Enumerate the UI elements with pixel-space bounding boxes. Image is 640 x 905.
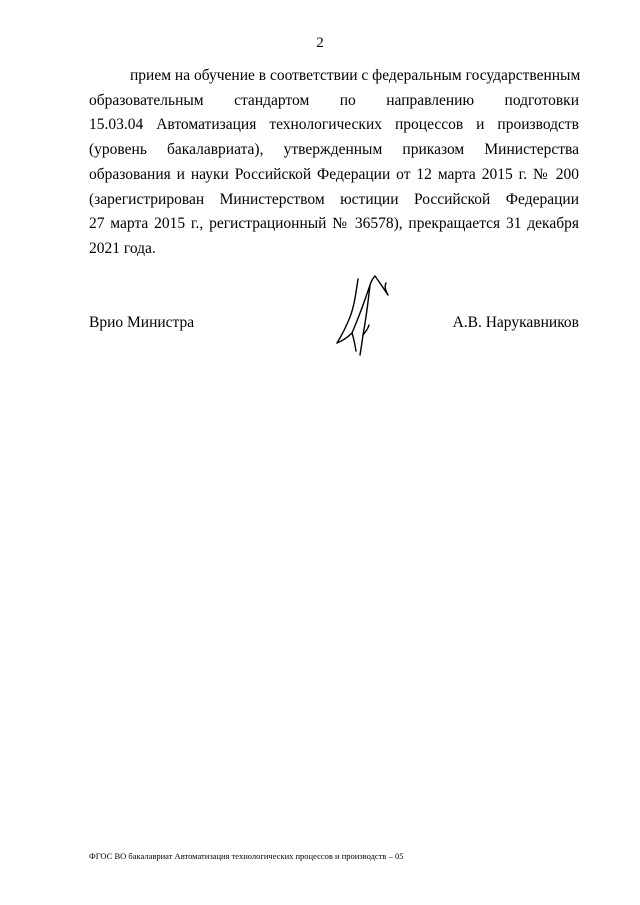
signer-name: А.В. Нарукавников — [452, 314, 579, 331]
paragraph-line: образовательным стандартом по направлению подготовки — [89, 91, 579, 109]
paragraph-line: 2021 года. — [89, 239, 156, 257]
paragraph-line: 27 марта 2015 г., регистрационный № 36578), прекращается 31 декабря — [89, 215, 579, 233]
paragraph-line: (уровень бакалавриата), утвержденным приказом Министерства — [89, 141, 579, 159]
handwritten-signature-icon — [328, 273, 398, 357]
paragraph-line: образования и науки Российской Федерации от 12 марта 2015 г. № 200 — [89, 165, 579, 183]
paragraph-line: (зарегистрирован Министерством юстиции Российской Федерации — [89, 190, 579, 208]
page-number: 2 — [316, 35, 324, 51]
footer-note: ФГОС ВО бакалавриат Автоматизация технологических процессов и производств – 05 — [89, 851, 404, 861]
body-paragraph — [89, 64, 579, 262]
paragraph-line: 15.03.04 Автоматизация технологических процессов и производств — [89, 116, 579, 134]
paragraph-line: прием на обучение в соответствии с федеральным государственным — [130, 67, 581, 84]
signer-position: Врио Министра — [89, 314, 195, 331]
